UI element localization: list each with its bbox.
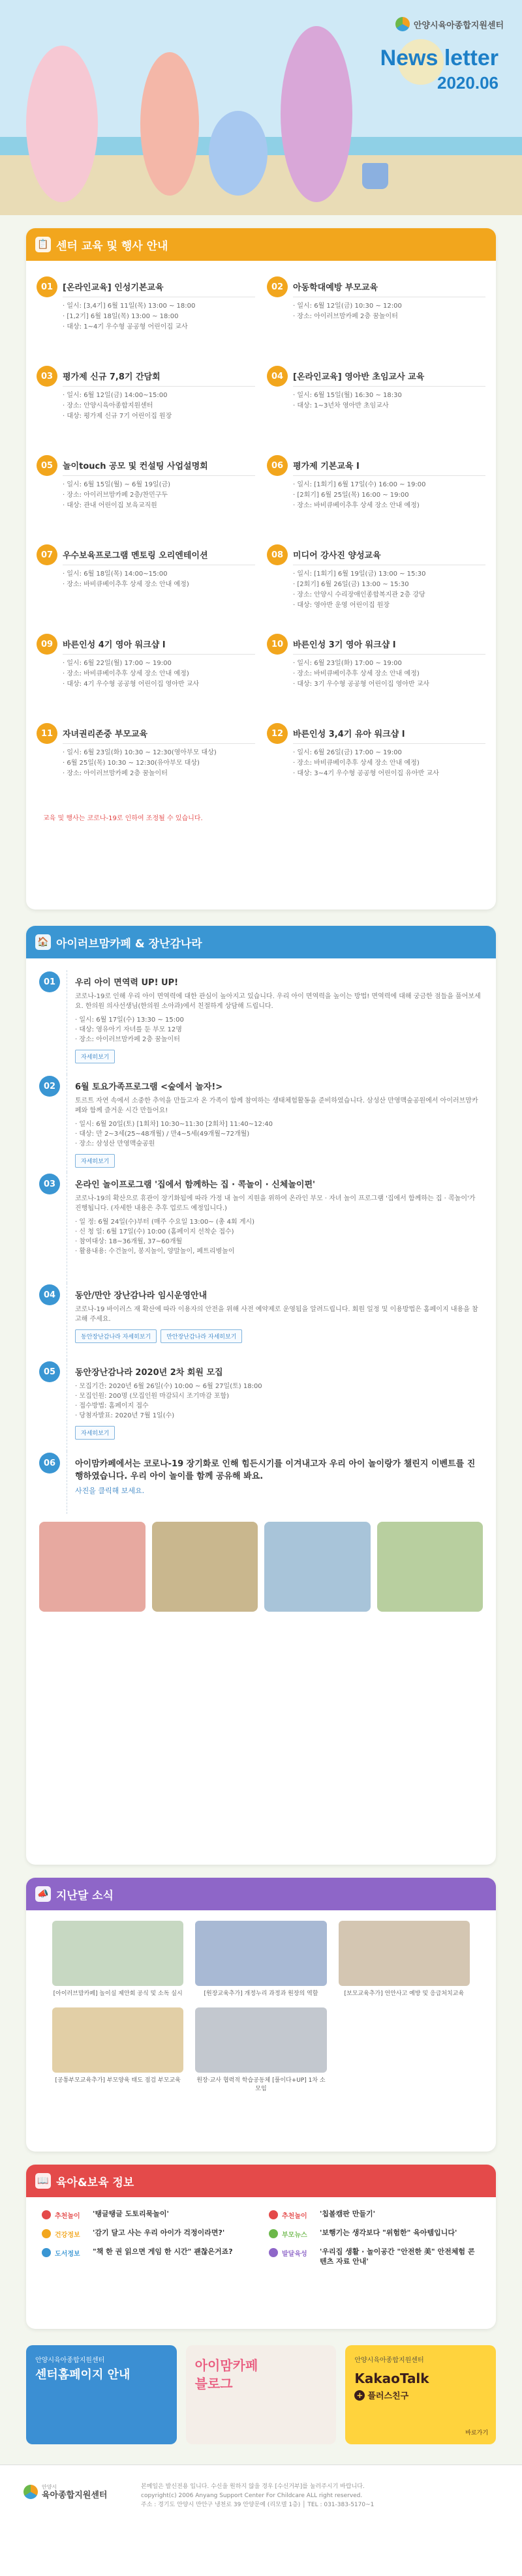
- cafe-item-description: 코로나-19 바이러스 재 확산에 따라 이용자의 안전을 위해 사전 예약제로 운영됨을 알려드립니다. 회원 일정 및 이용방법은 홈페이지 내용을 참고해 주세요.: [75, 1306, 478, 1323]
- cafe-item-title: 아이맘카페에서는 코로나-19 장기화로 인해 힘든시기를 이겨내고자 우리 아이 놀이랑가 챌린지 이벤트를 진행하였습니다. 우리 아이 놀이를 함께 공유해 봐요.: [75, 1459, 476, 1481]
- cafe-item-title: 동안/만안 장난감나라 임시운영안내: [75, 1291, 207, 1301]
- news-section: [26, 1878, 496, 2152]
- event-item: [37, 363, 255, 452]
- event-number: 10: [267, 634, 288, 655]
- event-number: 04: [267, 366, 288, 387]
- kakao-plus-label: 플러스친구: [367, 2391, 409, 2401]
- cafe-item-detail: · 장소: 아이러브맘카페 2층 꿈놀이터: [75, 1035, 483, 1044]
- event-detail: · 일시: [3,4기] 6월 11일(목) 13:00 ~ 18:00: [63, 301, 255, 312]
- kakao-banner-org: 안양시육아종합지원센터: [354, 2357, 424, 2364]
- news-card[interactable]: [195, 1921, 326, 1998]
- challenge-photo[interactable]: [152, 1522, 258, 1612]
- event-number: 02: [267, 276, 288, 297]
- info-item[interactable]: [269, 2228, 480, 2239]
- event-title: 우수보육프로그램 멘토링 오리엔테이션: [63, 542, 255, 565]
- hero-banner: [0, 0, 522, 215]
- event-detail: · 장소: 바비큐베이추후 상세 장소 안내 예정): [293, 758, 485, 769]
- footer-org-name: 육아종합지원센터: [42, 2491, 108, 2500]
- footer-logo: [23, 2483, 107, 2500]
- event-title: [온라인교육] 인성기본교육: [63, 274, 255, 297]
- cafe-item-detail: · 모집인원: 200명 (모집인원 마감되시 조기마감 포함): [75, 1391, 483, 1401]
- event-title: 바른인성 3,4기 유아 워크샵 Ⅰ: [293, 720, 485, 744]
- event-item: [37, 452, 255, 542]
- boy-illustration: [209, 111, 268, 196]
- event-number: 01: [37, 276, 57, 297]
- info-text: '보행기는 생각보다 "위험한" 육아템입니다': [320, 2228, 457, 2237]
- cafe-item-number: 01: [39, 971, 60, 992]
- detail-button[interactable]: 자세히보기: [75, 1154, 115, 1168]
- event-body: [63, 542, 255, 631]
- cafe-item-description: 토르트 자연 속에서 소중한 추억을 만들고자 온 가족이 함께 참여하는 생태체험활동을 준비하였습니다. 삼성산 만영맥숲공원에서 아이러브맘카페와 함께 즐거운 시간 만들어요!: [75, 1097, 478, 1114]
- event-number: 09: [37, 634, 57, 655]
- education-section: [26, 228, 496, 910]
- event-detail: · [2회기] 6월 25일(목) 16:00 ~ 19:00: [293, 490, 485, 501]
- center-logo-icon: [395, 17, 410, 31]
- footer: [0, 2465, 522, 2576]
- news-photo: [52, 2007, 183, 2073]
- event-detail: · 장소: 아이러브맘카페 2층 꿈놀이터: [63, 769, 255, 779]
- cafe-item-detail: · 일시: 6월 17일(수) 13:30 ~ 15:00: [75, 1015, 483, 1025]
- info-section: [26, 2165, 496, 2329]
- event-title: 미디어 강사진 양성교육: [293, 542, 485, 565]
- info-category: 발달육성: [282, 2251, 307, 2258]
- blog-banner-name: 아이맘카페: [194, 2358, 258, 2373]
- news-photo: [339, 1921, 470, 1986]
- info-text: "책 한 권 읽으면 게임 한 시간" 괜찮은거죠?: [93, 2247, 233, 2256]
- blog-banner[interactable]: [186, 2345, 337, 2444]
- cafe-item: [26, 1172, 496, 1283]
- book-icon: 📖: [35, 2173, 51, 2189]
- cafe-section: [26, 926, 496, 1865]
- info-text: '우리집 생활 · 놀이공간 "안전한 美" 안전체험 콘텐츠 자료 안내': [320, 2247, 475, 2266]
- event-detail: · [2회기] 6월 26일(금) 13:00 ~ 15:30: [293, 580, 485, 590]
- event-body: [63, 363, 255, 452]
- plus-icon: +: [354, 2390, 365, 2401]
- cafe-item-number: 06: [39, 1453, 60, 1473]
- cafe-item-number: 05: [39, 1361, 60, 1382]
- news-card[interactable]: [52, 1921, 183, 1998]
- detail-button[interactable]: 자세히보기: [75, 1050, 115, 1063]
- event-title: 놀이touch 공모 및 컨설팅 사업설명회: [63, 452, 255, 476]
- event-detail: · 일시: [1회기] 6월 17일(수) 16:00 ~ 19:00: [293, 480, 485, 490]
- news-caption: [원장교육추가] 개정누리 과정과 원장의 역할: [204, 1991, 318, 1997]
- event-detail: · 장소: 안양시육아종합지원센터: [63, 401, 255, 411]
- cafe-item: [26, 1360, 496, 1451]
- cafe-item-description: 코로나-19의 확산으로 휴관이 장기화됨에 따라 가정 내 놀이 지원을 위하여 온라인 부모 · 자녀 놀이 프로그램 '집에서 함께하는 집 · 콕놀이'가 진행됩니다. (자세한 내용은 추후 업로드 예정입니다.): [75, 1195, 476, 1212]
- info-category: 도서정보: [55, 2251, 80, 2258]
- homepage-banner[interactable]: [26, 2345, 177, 2444]
- event-detail: · [1,2기] 6월 18일(목) 13:00 ~ 18:00: [63, 312, 255, 322]
- cafe-item-title: 동안장난감나라 2020년 2차 회원 모집: [75, 1368, 223, 1378]
- news-card[interactable]: [52, 2007, 183, 2094]
- cafe-item-number: 04: [39, 1284, 60, 1305]
- cafe-item-number: 02: [39, 1076, 60, 1097]
- cafe-item-buttons: [75, 1329, 483, 1343]
- cafe-title: 아이러브맘카페 & 장난감나라: [56, 937, 202, 951]
- info-header: [26, 2165, 496, 2197]
- kakao-banner[interactable]: [345, 2345, 496, 2444]
- event-detail: · 장소: 바비큐베이추후 상세 장소 안내 예정): [63, 669, 255, 679]
- info-category: 건강정보: [55, 2232, 80, 2239]
- header-logo[interactable]: [395, 17, 504, 31]
- cafe-item-body: [67, 970, 483, 1074]
- info-title: 육아&보육 정보: [56, 2176, 134, 2189]
- category-dot-icon: [269, 2229, 278, 2238]
- event-item: [267, 363, 485, 452]
- homepage-banner-label: 센터홈페이지 안내: [35, 2368, 130, 2382]
- event-number: 11: [37, 723, 57, 744]
- homepage-banner-org: 안양시육아종합지원센터: [35, 2357, 105, 2364]
- kakao-logo-text: KakaoTalk: [354, 2371, 429, 2386]
- event-number: 03: [37, 366, 57, 387]
- event-item: [267, 631, 485, 720]
- news-caption: 원장·교사 협력적 학습공동체 [풀이다+UP] 1차 소모임: [196, 2077, 326, 2092]
- kakao-plus: [354, 2389, 487, 2401]
- event-detail: · 대상: 3기 우수형 공공형 어린이집 영아반 교사: [293, 679, 485, 690]
- news-caption: [보모교육추가] 언안사고 예방 및 응급처치교육: [344, 1991, 465, 1997]
- event-detail: · 일시: 6월 23일(화) 10:30 ~ 12:30(영아부모 대상): [63, 748, 255, 758]
- event-detail: · 일시: 6월 15일(월) ~ 6월 19일(금): [63, 480, 255, 490]
- news-photo: [195, 1921, 326, 1986]
- news-photo: [52, 1921, 183, 1986]
- newsletter-title: News letter: [380, 46, 499, 70]
- challenge-photo[interactable]: [264, 1522, 371, 1612]
- event-detail: · 일시: 6월 12일(금) 10:30 ~ 12:00: [293, 301, 485, 312]
- challenge-photo[interactable]: [377, 1522, 484, 1612]
- issue-date: 2020.06: [437, 73, 499, 93]
- cafe-header: [26, 926, 496, 958]
- event-item: [37, 542, 255, 631]
- cafe-item-detail: · 대상: 영유아기 자녀를 둔 부모 12명: [75, 1025, 483, 1035]
- event-title: 아동학대예방 부모교육: [293, 274, 485, 297]
- event-number: 08: [267, 544, 288, 565]
- detail-button[interactable]: 자세히보기: [75, 1426, 115, 1440]
- event-detail: · 대상: 1~3년차 영아반 초임교사: [293, 401, 485, 411]
- event-title: [온라인교육] 영아반 초임교사 교육: [293, 363, 485, 387]
- cafe-list: [26, 958, 496, 1514]
- father-illustration: [281, 26, 352, 202]
- category-dot-icon: [42, 2248, 51, 2257]
- event-detail: · 일시: [1회기] 6월 19일(금) 13:00 ~ 15:30: [293, 569, 485, 580]
- event-detail: · 대상: 영아반 운영 어린이집 원장: [293, 600, 485, 611]
- event-detail: · 일시: 6월 26일(금) 17:00 ~ 19:00: [293, 748, 485, 758]
- category-dot-icon: [42, 2210, 51, 2219]
- cafe-item-detail: · 모집기간: 2020년 6월 26일(수) 10:00 ~ 6월 27일(토) 18:00: [75, 1382, 483, 1391]
- news-header: [26, 1878, 496, 1910]
- bucket-icon: [362, 163, 388, 189]
- education-notice: 교육 및 행사는 코로나-19로 인하여 조정될 수 있습니다.: [43, 815, 203, 822]
- cafe-item-description: 코로나-19로 인해 우리 아이 면역력에 대한 관심이 높아지고 있습니다. 우리 아이 면역력을 높이는 방법! 면역력에 대해 궁금한 점들을 풀어보세요. 한의원 의사선생님(한의원 소아과)에서 친절하게 상담해 드립니다.: [75, 993, 481, 1010]
- news-photo: [195, 2007, 326, 2073]
- event-number: 05: [37, 455, 57, 476]
- education-title: 센터 교육 및 행사 안내: [56, 239, 168, 253]
- news-caption: [공통부모교육추가] 부모양육 태도 점검 부모교육: [55, 2077, 181, 2084]
- challenge-photo[interactable]: [39, 1522, 146, 1612]
- event-detail: · 장소: 바비큐베이추후 상세 장소 안내 예정): [293, 501, 485, 511]
- event-body: [63, 274, 255, 363]
- kakao-more-link[interactable]: 바로가기: [465, 2430, 489, 2436]
- event-detail: · 대상: 4기 우수형 공공형 어린이집 영아반 교사: [63, 679, 255, 690]
- event-detail: · 일시: 6월 18일(목) 14:00~15:00: [63, 569, 255, 580]
- house-icon: 🏠: [35, 934, 51, 950]
- event-title: 바른인성 4기 영아 워크샵 Ⅰ: [63, 631, 255, 655]
- event-body: [63, 720, 255, 810]
- event-body: [293, 274, 485, 363]
- mother-illustration: [26, 46, 98, 202]
- cafe-item-title: 우리 아이 면역력 UP! UP!: [75, 978, 179, 988]
- event-item: [37, 274, 255, 363]
- education-header: [26, 228, 496, 261]
- cafe-item-detail: · 대상: 만 2~3세(25~48개월) / 만4~5세(49개월~72개월): [75, 1129, 483, 1139]
- info-category: 부모뉴스: [282, 2232, 307, 2239]
- news-caption: [아이러브맘카페] 놀이실 제안회 공식 및 소독 실시: [53, 1991, 183, 1997]
- news-title: 지난달 소식: [56, 1889, 114, 1902]
- cafe-item-detail: · 당첨자발표: 2020년 7월 1일(수): [75, 1411, 483, 1421]
- event-title: 바른인성 3기 영아 워크샵 Ⅰ: [293, 631, 485, 655]
- cafe-item-body: [67, 1360, 483, 1451]
- calendar-icon: 📋: [35, 237, 51, 252]
- cafe-item-detail: · 활용내용: 수건놀이, 봉지놀이, 양말놀이, 페트리병놀이: [75, 1247, 483, 1256]
- info-item[interactable]: [42, 2247, 253, 2266]
- info-category: 추천놀이: [282, 2213, 307, 2220]
- event-item: [267, 274, 485, 363]
- cafe-item-buttons: [75, 1050, 483, 1063]
- event-detail: · 장소: 안양시 수리장애인종합복지관 2층 강당: [293, 590, 485, 600]
- event-body: [293, 720, 485, 810]
- footer-unsubscribe: 본메일은 발신전용 입니다. 수신을 원하지 않을 경우 [수신거부]를 눌러주시기 바랍니다.: [141, 2483, 365, 2490]
- footer-org-small: 안양시: [42, 2484, 57, 2490]
- event-body: [293, 363, 485, 452]
- event-grid: [26, 261, 496, 810]
- event-item: [267, 542, 485, 631]
- footer-copyright: copyright(c) 2006 Anyang Support Center For Childcare ALL right reserved.: [141, 2493, 363, 2499]
- event-detail: · 일시: 6월 15일(월) 16:30 ~ 18:30: [293, 391, 485, 401]
- cafe-item-buttons: [75, 1154, 483, 1168]
- detail-button[interactable]: 동안장난감나라 자세히보기: [75, 1329, 157, 1343]
- photo-click-link[interactable]: 사진을 클릭해 보세요.: [75, 1487, 145, 1495]
- event-item: [37, 720, 255, 810]
- category-dot-icon: [269, 2248, 278, 2257]
- event-body: [63, 452, 255, 542]
- cafe-item: [26, 1451, 496, 1514]
- event-body: [63, 631, 255, 720]
- cafe-item-title: 온라인 놀이프로그램 '집에서 함께하는 집 · 콕놀이 · 신체놀이편': [75, 1180, 315, 1190]
- news-card[interactable]: [195, 2007, 326, 2094]
- org-name: 안양시육아종합지원센터: [413, 20, 504, 31]
- event-detail: · 장소: 아이러브맘카페 2층/찬민구두: [63, 490, 255, 501]
- cafe-item-detail: · 접수방법: 홈페이지 접수: [75, 1401, 483, 1411]
- event-number: 06: [267, 455, 288, 476]
- cafe-item-details: [75, 1119, 483, 1149]
- cafe-item: [26, 970, 496, 1074]
- event-detail: · 일시: 6월 22일(월) 17:00 ~ 19:00: [63, 659, 255, 669]
- event-body: [293, 542, 485, 631]
- event-title: 평가제 신규 7,8기 간담회: [63, 363, 255, 387]
- event-detail: · 대상: 관내 어린이집 보육교직원: [63, 501, 255, 511]
- news-grid: [26, 1910, 496, 2094]
- event-number: 12: [267, 723, 288, 744]
- footer-text: [141, 2482, 506, 2509]
- challenge-photos: [26, 1514, 496, 1612]
- event-title: 자녀권리존중 부모교육: [63, 720, 255, 744]
- cafe-item-detail: · 일 정: 6월 24일(수)부터 (매주 수요일 13:00~ (총 4회 게시): [75, 1217, 483, 1227]
- footer-logo-icon: [23, 2485, 38, 2499]
- cafe-item-title: 6월 토요가족프로그램 <숲에서 놀자!>: [75, 1082, 223, 1092]
- event-item: [267, 452, 485, 542]
- event-detail: · 장소: 바비큐베이추후 상세 장소 안내 예정): [63, 580, 255, 590]
- event-detail: · 6월 25일(목) 10:30 ~ 12:30(유아부모 대상): [63, 758, 255, 769]
- event-detail: · 일시: 6월 23일(화) 17:00 ~ 19:00: [293, 659, 485, 669]
- info-category: 추천놀이: [55, 2213, 80, 2220]
- cafe-item-detail: · 참여대상: 18~36개월, 37~60개월: [75, 1237, 483, 1247]
- cafe-item-details: [75, 1382, 483, 1421]
- footer-address: 주소 : 경기도 안양시 만안구 냉천로 39 안양문예 (리모델 1층) │ TEL : 031-383-5170~1: [141, 2502, 375, 2508]
- event-title: 평가제 기본교육 Ⅰ: [293, 452, 485, 476]
- info-text: '감기 달고 사는 우리 아이가 걱정이라면?': [93, 2228, 225, 2237]
- event-detail: · 일시: 6월 12일(금) 14:00~15:00: [63, 391, 255, 401]
- cafe-item-body: [67, 1283, 483, 1360]
- event-body: [293, 452, 485, 542]
- event-detail: · 장소: 바비큐베이추후 상세 장소 안내 예정): [293, 669, 485, 679]
- info-item[interactable]: [269, 2247, 480, 2266]
- cafe-item-details: [75, 1217, 483, 1256]
- girl-illustration: [140, 52, 199, 196]
- info-item[interactable]: [42, 2209, 253, 2220]
- cafe-item-number: 03: [39, 1174, 60, 1194]
- cafe-item-body: [67, 1172, 483, 1283]
- cafe-item-details: [75, 1015, 483, 1044]
- event-item: [267, 720, 485, 810]
- info-text: '탱글탱글 도토리묵놀이': [93, 2210, 169, 2218]
- category-dot-icon: [269, 2210, 278, 2219]
- detail-button[interactable]: 만안장난감나라 자세히보기: [161, 1329, 242, 1343]
- info-text: '칩볼캠판 만들기': [320, 2210, 375, 2218]
- event-number: 07: [37, 544, 57, 565]
- event-item: [37, 631, 255, 720]
- info-grid: [26, 2197, 496, 2266]
- cafe-item: [26, 1283, 496, 1360]
- cafe-item-body: [67, 1074, 483, 1172]
- event-body: [293, 631, 485, 720]
- event-detail: · 대상: 3~4기 우수형 공공형 어린이집 유아반 교사: [293, 769, 485, 779]
- event-detail: · 장소: 아이러브맘카페 2층 꿈놀이터: [293, 312, 485, 322]
- info-item[interactable]: [42, 2228, 253, 2239]
- category-dot-icon: [42, 2229, 51, 2238]
- megaphone-icon: 📣: [35, 1886, 51, 1902]
- blog-banner-label: 블로그: [194, 2376, 233, 2391]
- banner-row: [26, 2345, 496, 2444]
- cafe-item-detail: · 신 청 일: 6월 17일(수) 10:00 (홈페이지 선착순 접수): [75, 1227, 483, 1237]
- cafe-item-detail: · 일시: 6월 20일(토) [1회차] 10:30~11:30 [2회차] 11:40~12:40: [75, 1119, 483, 1129]
- event-detail: · 대상: 1~4기 우수형 공공형 어린이집 교사: [63, 322, 255, 333]
- cafe-item: [26, 1074, 496, 1172]
- cafe-item-detail: · 장소: 삼성산 만영맥숲공원: [75, 1139, 483, 1149]
- event-detail: · 대상: 평가제 신규 7기 어린이집 원장: [63, 411, 255, 422]
- news-card[interactable]: [339, 1921, 470, 1998]
- cafe-item-buttons: [75, 1426, 483, 1440]
- cafe-item-body: [67, 1451, 483, 1514]
- info-item[interactable]: [269, 2209, 480, 2220]
